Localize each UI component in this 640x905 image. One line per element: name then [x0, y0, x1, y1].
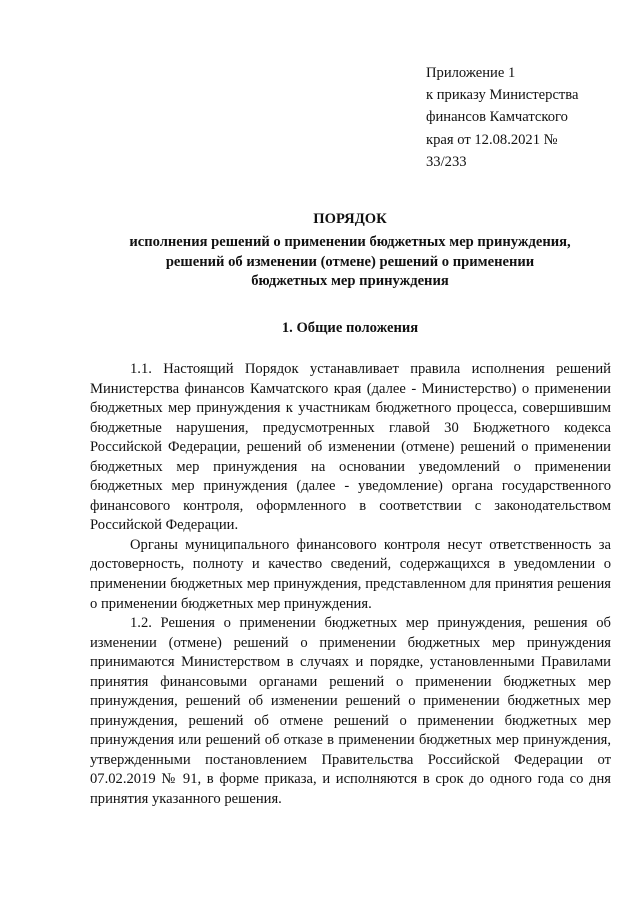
paragraph-1-2: 1.2. Решения о применении бюджетных мер принуждения, решения об изменении (отмене) решений о применении бюджетных мер принуждения принимаются Министерством в случаях и порядке, установленными Правилами принятия финансовыми органами решений о применении бюджетных мер принуждения, решений об изменении решений о применении бюджетных мер принуждения, решений об отмене решений о применении бюджетных мер принуждения или решений об отказе в применении бюджетных мер принуждения, утвержденными постановлением Правительства Российской Федерации от 07.02.2019 № 91, в форме приказа, и исполняются в срок до одного года со дня принятия указанного решения.	[90, 615, 611, 808]
attachment-line: края от 12.08.2021 №	[426, 131, 558, 148]
attachment-line: Приложение 1	[426, 65, 516, 81]
attachment-note	[426, 62, 601, 173]
document-title: ПОРЯДОК	[313, 211, 387, 227]
attachment-line: финансов Камчатского	[426, 109, 568, 126]
section-heading: 1. Общие положения	[281, 320, 419, 336]
attachment-line: 33/233	[426, 153, 467, 170]
attachment-line: к приказу Министерства	[426, 87, 579, 104]
document-subtitle-line: бюджетных мер принуждения	[251, 273, 449, 289]
paragraph-1-1: 1.1. Настоящий Порядок устанавливает правила исполнения решений Министерства финансов Камчатского края (далее - Министерство) о применении бюджетных мер принуждения к участникам бюджетного процесса, совершившим бюджетные нарушения, предусмотренных главой 30 Бюджетного кодекса Российской Федерации, решений об изменении (отмене) решений о применении бюджетных мер принуждения на основании уведомлений о применении бюджетных мер принуждения (далее - уведомление) органа государственного финансового контроля, оформленного в соответствии с законодательством Российской Федерации.	[90, 361, 611, 534]
document-subtitle-line: исполнения решений о применении бюджетных мер принуждения,	[129, 234, 571, 250]
document-title-block	[90, 209, 610, 292]
document-subtitle-line: решений об изменении (отмене) решений о применении	[165, 253, 535, 270]
document-body	[90, 360, 611, 810]
paragraph-responsibility: Органы муниципального финансового контроля несут ответственность за достоверность, полноту и качество сведений, содержащихся в уведомлении о применении бюджетных мер принуждения, представленном для принятия решения о применении бюджетных мер принуждения.	[90, 536, 611, 612]
